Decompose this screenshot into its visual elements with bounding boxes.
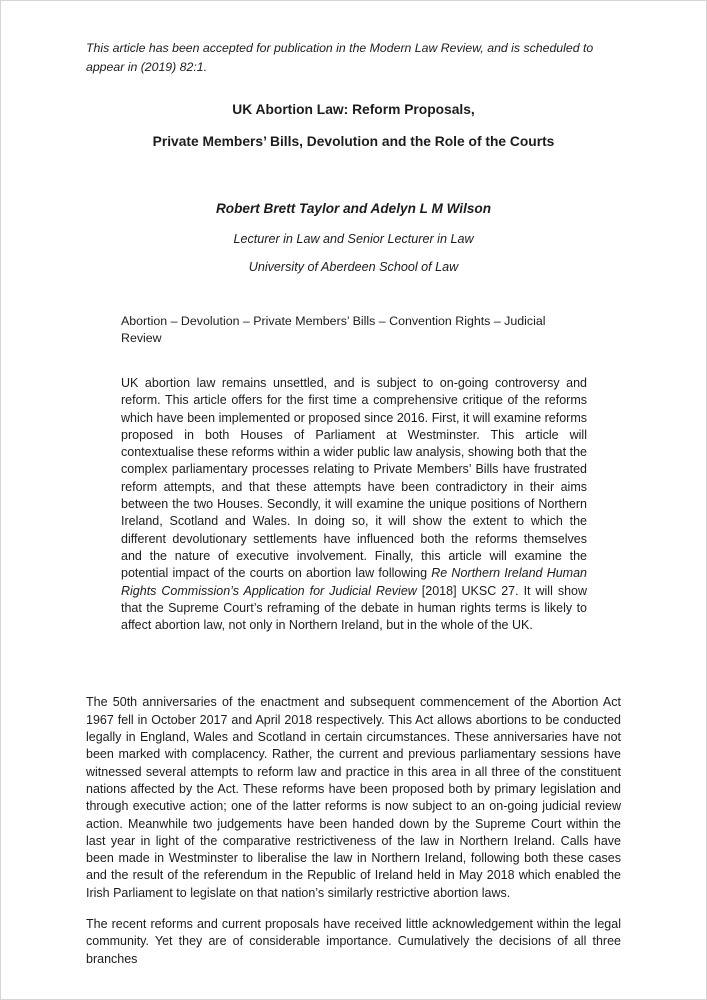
abstract-text-after-citation: [2018] UKSC 27. It will show that the Supreme Court’s reframing of the debate in human rights terms is likely to affect abortion law, not only in Northern Ireland, but in the whole of the UK.	[121, 583, 587, 633]
affiliation: University of Aberdeen School of Law	[248, 260, 459, 274]
article-body	[86, 694, 621, 967]
body-paragraph-1: The 50th anniversaries of the enactment and subsequent commencement of the Abortion Act 1967 fell in October 2017 and April 2018 respectively. This Act allows abortions to be conducted legally in England, Wales and Scotland in certain circumstances. These anniversaries have not been marked with complacency. Rather, the current and previous parliamentary sessions have witnessed several attempts to reform law and practice in this area in all three of the constituent nations affected by the Act. These reforms have been proposed both by primary legislation and through executive action; one of the latter reforms is now subject to an on-going judicial review action. Meanwhile two judgements have been handed down by the Supreme Court within the last year in light of the comparative restrictiveness of the law in Northern Ireland. Calls have been made in Westminster to liberalise the law in Northern Ireland, following both these cases and the result of the referendum in the Republic of Ireland held in May 2018 which enabled the Irish Parliament to legislate on that nation’s similarly restrictive abortion laws.	[86, 695, 621, 900]
paper-title	[86, 101, 621, 151]
title-line-1: UK Abortion Law: Reform Proposals,	[232, 102, 475, 117]
case-citation: Re Northern Ireland Human Rights Commission’s Application for Judicial Review	[121, 566, 587, 598]
author-roles: Lecturer in Law and Senior Lecturer in Law	[233, 232, 474, 246]
abstract	[121, 375, 587, 634]
authors-line: Robert Brett Taylor and Adelyn L M Wilson	[215, 201, 492, 216]
title-line-2: Private Members’ Bills, Devolution and the Role of the Courts	[152, 134, 555, 149]
abstract-text-before-citation: UK abortion law remains unsettled, and is subject to on-going controversy and reform. This article offers for the first time a comprehensive critique of the reforms which have been implemented or proposed since 2016. First, it will examine reforms proposed in both Houses of Parliament at Westminster. This article will contextualise these reforms within a wider public law analysis, showing both that the complex parliamentary processes relating to Private Members’ Bills have frustrated reform attempts, and that these attempts have been contradictory in their aims between the two Houses. Secondly, it will examine the unique positions of Northern Ireland, Scotland and Wales. In doing so, it will show the extent to which the different devolutionary settlements have influenced both the reforms themselves and the nature of executive involvement. Finally, this article will examine the potential impact of the courts on abortion law following	[121, 376, 587, 581]
body-paragraph-2: The recent reforms and current proposals have received little acknowledgement within the legal community. Yet they are of considerable importance. Cumulatively the decisions of all three branches	[86, 917, 621, 966]
acceptance-note: This article has been accepted for publication in the Modern Law Review, and is scheduled to appear in (2019) 82:1.	[86, 41, 594, 74]
keywords-line: Abortion – Devolution – Private Members’ Bills – Convention Rights – Judicial Review	[121, 314, 546, 345]
